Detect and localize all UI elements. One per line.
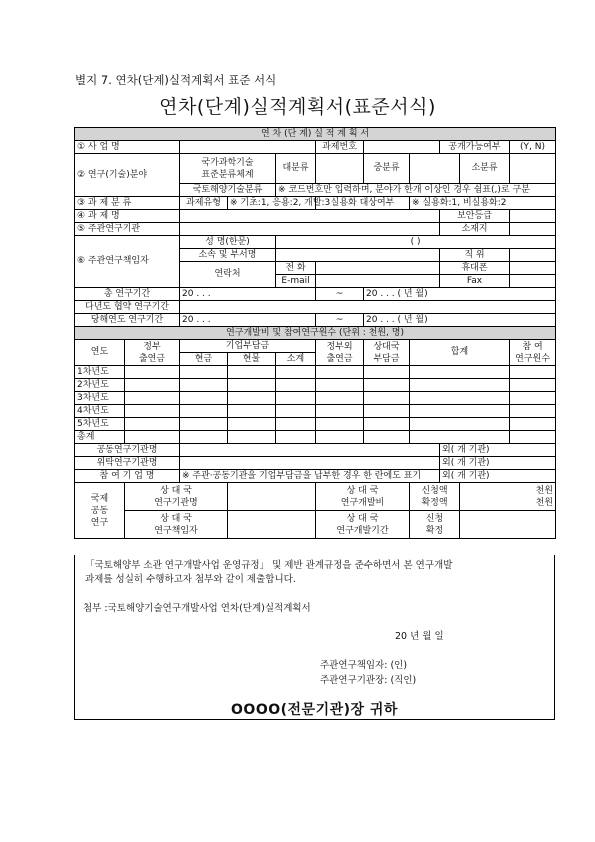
budget-cell[interactable] [364,418,410,431]
pi-position-label: 직 위 [440,249,510,262]
budget-gov-header: 정부 출연금 [125,340,180,366]
intl-apply-label: 신청액 [421,485,448,496]
classification-note: ※ 코드번호만 입력하며, 분야가 한개 이상인 경우 쉼표(,)로 구분 [276,184,556,197]
intl-partner-pi-field[interactable] [228,511,316,539]
budget-year-label: 2차년도 [75,379,125,392]
budget-cell[interactable] [364,379,410,392]
intl-apply-unit[interactable]: 천원 [535,485,554,496]
intl-amount-fields [460,483,556,511]
budget-cell[interactable] [410,418,510,431]
multiyear-period-label: 다년도 협약 연구기간 [75,301,180,314]
budget-year-label: 1차년도 [75,366,125,379]
public-availability-label: 공개가능여부 [440,141,510,154]
budget-cell[interactable] [276,366,316,379]
national-std-classification-label: 국가과학기술 표준분류체계 [180,154,276,184]
budget-cell[interactable] [276,405,316,418]
intl-confirm-label: 확정액 [421,497,448,508]
budget-cell[interactable] [364,366,410,379]
pi-phone-field[interactable] [316,262,440,275]
task-number-label: 과제번호 [316,141,364,154]
intl-partner-inst-label: 상 대 국 연구기관명 [125,483,228,511]
participating-company-note[interactable]: ※ 주관·공동기관을 기업부담금을 납부한 경우 한 란에도 표기 [180,470,440,483]
addressee: OOOO(전문기관)장 귀하 [231,702,398,718]
budget-nongov-header: 정부외 출연금 [316,340,364,366]
budget-partner-header: 상대국 부담금 [364,340,410,366]
budget-cell[interactable] [228,405,276,418]
budget-cell[interactable] [316,418,364,431]
task-type-note[interactable]: ※ 기초:1, 응용:2, 개발:3 [228,197,316,210]
location-field[interactable] [510,223,556,236]
budget-year-label: 4차년도 [75,405,125,418]
attachment-note: 첨부 :국토해양기술연구개발사업 연차(단계)실적계획서 [83,603,311,614]
budget-cell[interactable] [316,405,364,418]
budget-cell[interactable] [364,431,410,444]
consign-institution-label: 위탁연구기관명 [75,457,180,470]
pi-contact-label: 연락처 [180,262,276,288]
budget-cash-header: 현금 [180,353,228,366]
multiyear-period-field[interactable] [180,301,556,314]
budget-cell[interactable] [180,431,228,444]
minor-class-label: 소분류 [460,154,510,184]
declaration-box [74,555,555,720]
budget-researchers-header: 참 여 연구원수 [510,340,556,366]
intl-partner-pi-label: 상 대 국 연구책임자 [125,511,228,539]
budget-total-label: 총계 [75,431,125,444]
location-label: 소재지 [440,223,510,236]
budget-cell[interactable] [410,379,510,392]
mltm-tech-class-label: 국토해양기술분류 [180,184,276,197]
public-yn-field[interactable]: (Y, N) [510,141,556,154]
middle-class-field[interactable] [410,154,460,184]
budget-cell[interactable] [316,392,364,405]
current-year-period-tilde: ~ [316,314,364,327]
budget-cell[interactable] [125,405,180,418]
budget-cell[interactable] [316,366,364,379]
minor-class-field[interactable] [510,154,556,184]
pi-dept-label: 소속 및 부서명 [180,249,276,262]
security-level-field[interactable] [510,210,556,223]
pi-signature[interactable]: 주관연구책임자: (인) [320,660,408,671]
budget-corp-header: 기업부담금 [180,340,316,353]
total-period-end[interactable]: 20 . . . ( 년 월) [364,288,556,301]
budget-cell[interactable] [228,379,276,392]
budget-cell[interactable] [180,379,228,392]
page-title: 연차(단계)실적계획서(표준서식) [159,96,436,118]
current-year-period-end[interactable]: 20 . . . ( 년 월) [364,314,556,327]
pi-fax-field[interactable] [510,275,556,288]
task-number-field[interactable] [364,141,440,154]
intl-partner-period-label: 상 대 국 연구개발기간 [316,511,410,539]
pi-position-field[interactable] [510,249,556,262]
budget-cell[interactable] [180,366,228,379]
declaration-line-1: 「국토해양부 소관 연구개발사업 운영규정」 및 제반 관계규정을 준수하면서 본 연구개발 [85,560,453,571]
total-period-tilde: ~ [316,288,364,301]
budget-cell[interactable] [316,431,364,444]
pi-mobile-label: 휴대폰 [440,262,510,275]
budget-cell[interactable] [510,418,556,431]
business-name-field[interactable] [180,141,316,154]
budget-cell[interactable] [410,405,510,418]
intl-partner-period-field[interactable] [460,511,556,539]
budget-cell[interactable] [276,418,316,431]
lead-institution-field[interactable] [180,223,440,236]
budget-cell[interactable] [180,405,228,418]
pi-email-field[interactable] [316,275,440,288]
budget-cell[interactable] [510,392,556,405]
pi-phone-label: 전 화 [276,262,316,275]
current-year-period-start[interactable]: 20 . . . [180,314,316,327]
budget-cell[interactable] [125,366,180,379]
task-name-label: ④ 과 제 명 [75,210,180,223]
intl-confirm-unit[interactable]: 천원 [535,497,554,508]
practical-target-label: 실용화 대상여부 [316,197,410,210]
current-year-period-label: 당해연도 연구기간 [75,314,180,327]
pi-name-label: 성 명(한문) [180,236,276,249]
intl-period-labels [410,511,460,539]
budget-inkind-header: 현물 [228,353,276,366]
budget-year-label: 3차년도 [75,392,125,405]
budget-cell[interactable] [125,392,180,405]
major-class-label: 대분류 [276,154,316,184]
task-category-label: ③ 과 제 분 류 [75,197,180,210]
research-field-label: ② 연구(기술)분야 [75,154,180,197]
budget-cell[interactable] [510,379,556,392]
consign-institution-count[interactable]: 외( 개 기관) [440,457,556,470]
budget-cell[interactable] [180,392,228,405]
budget-cell[interactable] [510,366,556,379]
budget-cell[interactable] [410,366,510,379]
pi-label: ⑥ 주관연구책임자 [75,236,180,288]
budget-year-header: 연도 [75,340,125,366]
budget-cell[interactable] [228,392,276,405]
budget-cell[interactable] [364,392,410,405]
task-type-label: 과제유형 [180,197,228,210]
pi-dept-field[interactable] [276,249,440,262]
declaration-line-2: 과제를 성실히 수행하고자 첨부와 같이 제출합니다. [85,574,296,585]
joint-institution-field[interactable] [180,444,440,457]
total-period-label: 총 연구기간 [75,288,180,301]
participating-company-count[interactable]: 외( 개 기관) [440,470,556,483]
intl-joint-research-label: 국제 공동 연구 [75,483,125,539]
lead-institution-label: ⑤ 주관연구기관 [75,223,180,236]
pi-fax-label: Fax [440,275,510,288]
budget-cell[interactable] [228,366,276,379]
budget-cell[interactable] [125,418,180,431]
consign-institution-field[interactable] [180,457,440,470]
budget-cell[interactable] [228,431,276,444]
budget-cell[interactable] [410,392,510,405]
security-level-label: 보안등급 [440,210,510,223]
form-number-note: 별지 7. 연차(단계)실적계획서 표준 서식 [75,73,277,87]
participating-company-label: 참 여 기 업 명 [75,470,180,483]
budget-cell[interactable] [180,418,228,431]
institution-head-signature[interactable]: 주관연구기관장: (직인) [320,675,417,686]
budget-cell[interactable] [125,431,180,444]
pi-name-field[interactable]: ( ) [276,236,556,249]
major-class-field[interactable] [316,154,364,184]
intl-period-apply-label: 신청 [425,513,444,524]
budget-subtotal-header: 소계 [276,353,316,366]
budget-sum-header: 합계 [410,340,510,366]
budget-cell[interactable] [510,405,556,418]
budget-cell[interactable] [276,431,316,444]
business-name-label: ① 사 업 명 [75,141,180,154]
budget-cell[interactable] [510,431,556,444]
budget-cell[interactable] [316,379,364,392]
budget-cell[interactable] [276,392,316,405]
submission-date[interactable]: 20 년 월 일 [395,631,444,642]
budget-cell[interactable] [364,405,410,418]
pi-mobile-field[interactable] [510,262,556,275]
budget-cell[interactable] [410,431,510,444]
budget-section-title: 연구개발비 및 참여연구원수 (단위 : 천원, 명) [75,327,556,340]
middle-class-label: 중분류 [364,154,410,184]
budget-year-label: 5차년도 [75,418,125,431]
intl-period-confirm-label: 확정 [425,525,444,536]
total-period-start[interactable]: 20 . . . [180,288,316,301]
task-name-field[interactable] [180,210,440,223]
budget-cell[interactable] [276,379,316,392]
intl-partner-inst-field[interactable] [228,483,316,511]
pi-email-label: E-mail [276,275,316,288]
practical-target-note[interactable]: ※ 실용화:1, 비실용화:2 [410,197,556,210]
budget-cell[interactable] [125,379,180,392]
joint-institution-count[interactable]: 외( 개 기관) [440,444,556,457]
intl-amount-labels [410,483,460,511]
joint-institution-label: 공동연구기관명 [75,444,180,457]
form-table-title: 연 차 (단 계) 실 적 계 획 서 [75,128,556,141]
budget-cell[interactable] [228,418,276,431]
plan-form-table [74,127,556,539]
intl-partner-cost-label: 상 대 국 연구개발비 [316,483,410,511]
